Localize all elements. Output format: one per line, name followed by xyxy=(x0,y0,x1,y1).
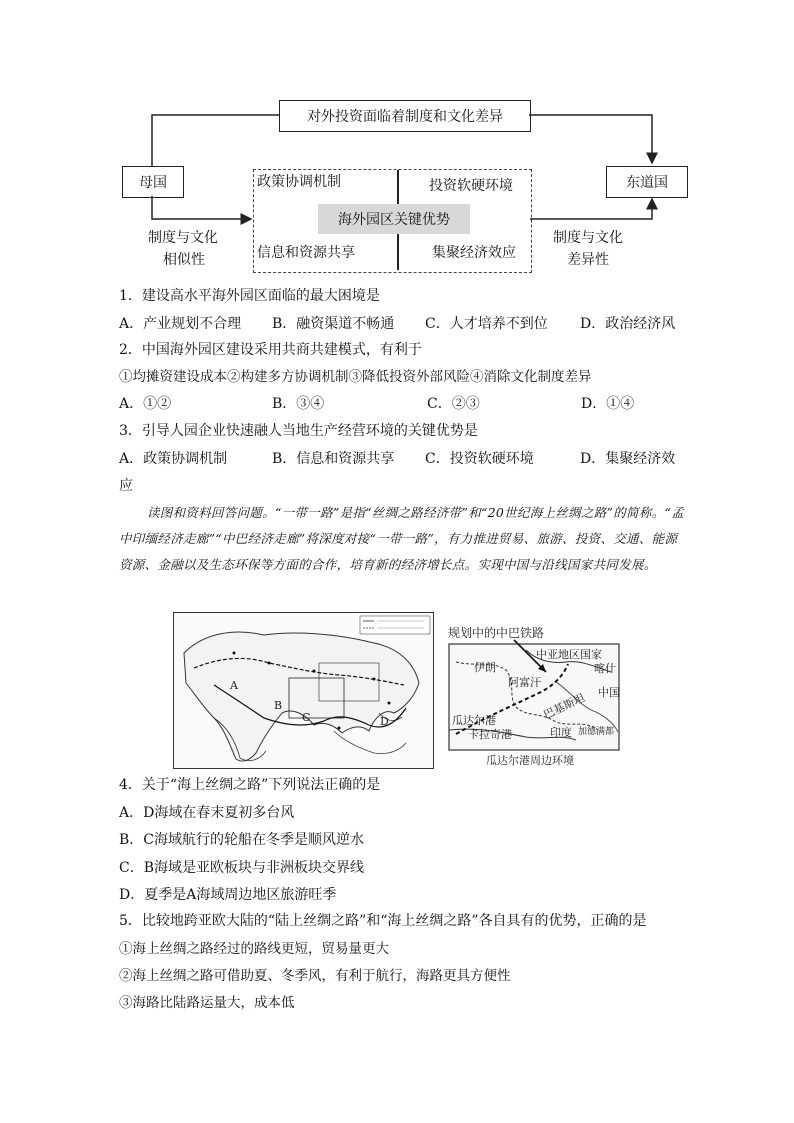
q3-option-a: A．政策协调机制 xyxy=(119,451,228,467)
question-2-stem: 2．中国海外园区建设采用共商共建模式，有利于 xyxy=(119,342,422,358)
q3-option-d-wrap: 应 xyxy=(119,478,133,494)
q4-option-b: B．C海域航行的轮船在冬季是顺风逆水 xyxy=(119,832,364,848)
q3-option-b: B．信息和资源共享 xyxy=(272,451,395,467)
label-china: 中国 xyxy=(598,686,620,699)
gwadar-map xyxy=(446,612,622,767)
label-india: 印度 xyxy=(550,726,572,739)
map-label-d: D xyxy=(380,715,389,728)
top-box: 对外投资面临着制度和文化差异 xyxy=(279,100,531,132)
label-central-asia: 中亚地区国家 xyxy=(536,648,602,661)
quadrant-policy: 政策协调机制 xyxy=(257,174,341,190)
q5-item-1: ①海上丝绸之路经过的路线更短，贸易量更大 xyxy=(119,941,389,957)
question-2-items: ①均摊资建设成本②构建多方协调机制③降低投资外部风险④消除文化制度差异 xyxy=(119,369,592,385)
label-gwadar: 瓜达尔港 xyxy=(452,714,496,727)
q1-option-b: B．融资渠道不畅通 xyxy=(272,316,395,332)
label-karachi: 卡拉奇港 xyxy=(468,728,512,741)
map-label-b: B xyxy=(274,699,283,712)
belt-road-map-drawing xyxy=(174,613,433,768)
q2-option-a: A．①② xyxy=(119,396,172,412)
belt-road-map xyxy=(173,612,434,769)
q3-option-c: C．投资软硬环境 xyxy=(425,451,534,467)
right-note-line1: 制度与文化 xyxy=(553,230,623,246)
q1-option-a: A．产业规划不合理 xyxy=(119,316,242,332)
q1-option-d: D．政治经济风 xyxy=(580,316,676,332)
q4-option-c: C．B海域是亚欧板块与非洲板块交界线 xyxy=(119,860,364,876)
question-1-stem: 1．建设高水平海外园区面临的最大困境是 xyxy=(119,288,380,304)
label-iran: 伊朗 xyxy=(474,661,496,674)
question-5-stem: 5．比较地跨亚欧大陆的“陆上丝绸之路”和“海上丝绸之路”各自具有的优势，正确的是 xyxy=(119,913,647,929)
left-note-line1: 制度与文化 xyxy=(148,230,218,246)
gwadar-map-title: 规划中的中巴铁路 xyxy=(448,626,545,640)
map-label-c: C xyxy=(302,711,311,724)
host-country-box: 东道国 xyxy=(606,166,688,198)
left-note-line2: 相似性 xyxy=(163,252,205,268)
q4-option-d: D．夏季是A海域周边地区旅游旺季 xyxy=(119,887,337,903)
home-country-box: 母国 xyxy=(122,166,184,198)
gwadar-map-caption: 瓜达尔港周边环境 xyxy=(486,754,574,767)
q3-option-d: D．集聚经济效 xyxy=(580,451,676,467)
map-label-a: A xyxy=(230,679,238,692)
label-pakistan: 巴基斯坦 xyxy=(541,691,587,722)
q5-item-2: ②海上丝绸之路可借助夏、冬季风，有利于航行，海路更具方便性 xyxy=(119,968,511,984)
q4-option-a: A．D海域在春末夏初多台风 xyxy=(119,805,295,821)
question-4-stem: 4．关于“海上丝绸之路”下列说法正确的是 xyxy=(119,777,381,793)
q1-option-c: C．人才培养不到位 xyxy=(425,316,548,332)
center-advantage-box: 海外园区关键优势 xyxy=(318,204,470,234)
question-3-stem: 3．引导人园企业快速融人当地生产经营环境的关键优势是 xyxy=(119,423,478,439)
q2-option-d: D．①④ xyxy=(581,396,635,412)
diagram-connectors xyxy=(0,0,794,300)
quadrant-environment: 投资软硬环境 xyxy=(429,178,513,194)
q2-option-c: C．②③ xyxy=(427,396,480,412)
label-kashgar: 喀什 xyxy=(594,662,616,675)
q2-option-b: B．③④ xyxy=(272,396,325,412)
quadrant-agglomeration: 集聚经济效应 xyxy=(432,245,516,261)
label-afghanistan: 阿富汗 xyxy=(508,676,541,689)
q5-item-3: ③海路比陆路运量大，成本低 xyxy=(119,995,295,1011)
quadrant-info-sharing: 信息和资源共享 xyxy=(257,245,355,261)
reading-passage: 读图和资料回答问题。“一带一路”是指“丝绸之路经济带”和“20世纪海上丝绸之路”的简称。“孟中印缅经济走廊”“中巴经济走廊”将深度对接“一带一路”，有力推进贸易、旅游、投资、交通、能源资源、金融以及生态环保等方面的合作，培育新的经济增长点。实现中国与沿线国家共同发展。 xyxy=(119,505,684,572)
right-note-line2: 差异性 xyxy=(567,252,609,268)
label-kathmandu: 加德满都 xyxy=(578,727,615,737)
